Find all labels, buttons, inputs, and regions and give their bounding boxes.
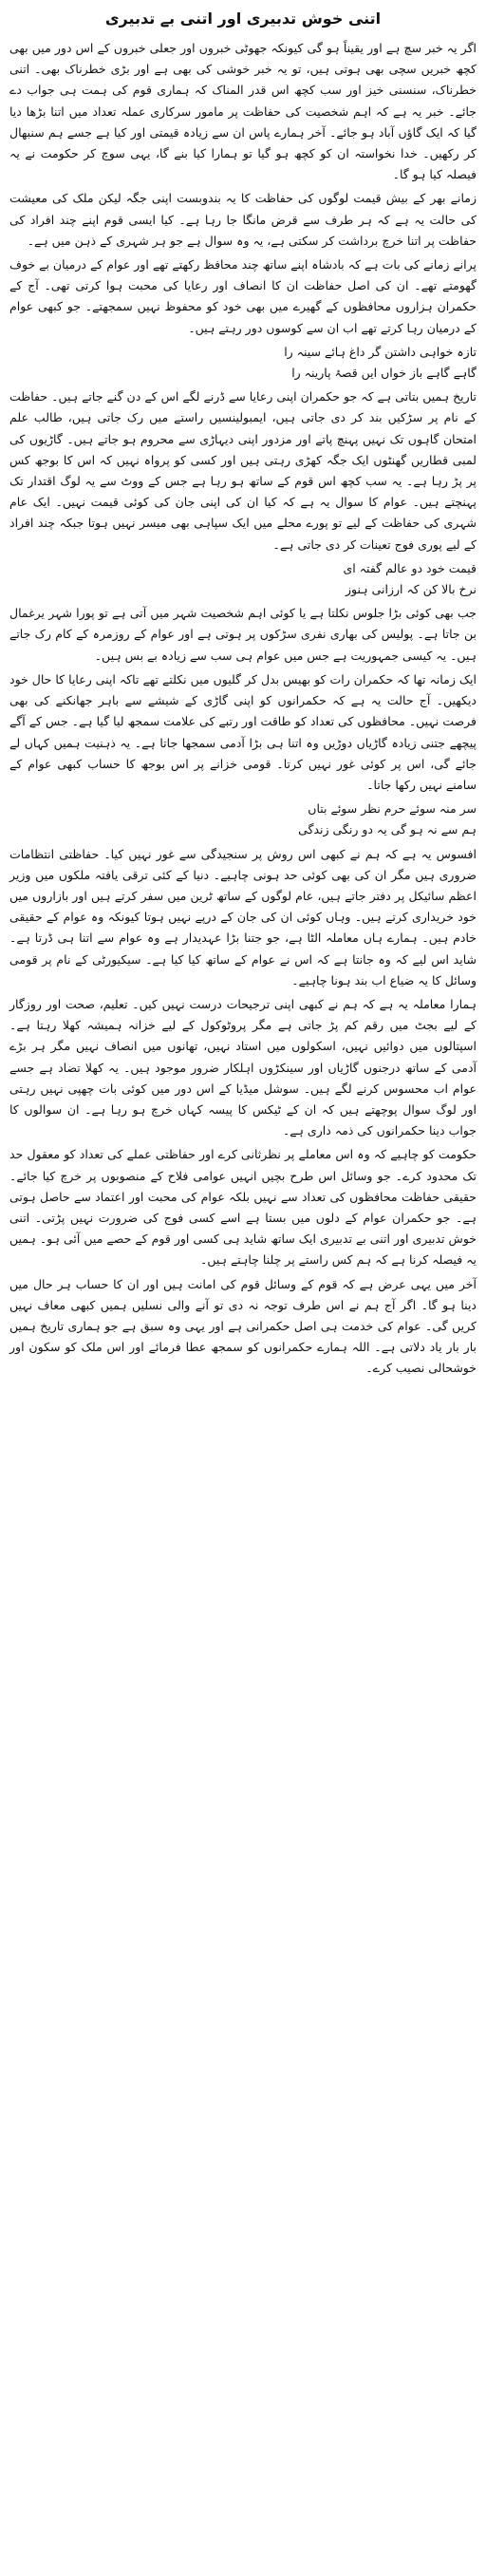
article-paragraph: اگر یہ خبر سچ ہے اور یقیناً ہو گی کیونکہ جھوٹی خبروں اور جعلی خبروں کے اس دور میں بھی کچھ خبریں سچی بھی ہوتی ہیں، تو یہ خبر خوشی کی بھی ہے اور بڑی خطرناک بھی۔ اتنی خطرناک، سنسنی خیز اور سب کچھ اس قدر المناک کہ ہماری قوم کی ہمت ہی جواب دے جائے۔ خبر یہ ہے کہ اہم شخصیت کی حفاظت پر مامور سرکاری عملہ تعداد میں اتنا بڑھا دیا گیا کہ ایک گاؤں آباد ہو جائے۔ آخر ہمارے پاس ان سے زیادہ قیمتی اور کیا ہے جسے ہم سنبھال کر رکھیں۔ خدا نخواستہ ان کو کچھ ہو گیا تو ہمارا کیا بنے گا، یہی سوچ کر حکومت نے یہ فیصلہ کیا ہو گا۔ bbox=[9, 41, 477, 182]
poetry-line: ہم سے نہ ہو گی یہ دو رنگی زندگی bbox=[298, 822, 477, 837]
poetry-line: نرخ بالا کن کہ ارزانی ہنوز bbox=[346, 582, 477, 597]
poetry-line: تازہ خواہی داشتن گر داغ ہائے سینہ را bbox=[284, 344, 477, 359]
poetry-line: گاہے گاہے باز خواں ایں قصۂ پارینہ را bbox=[291, 366, 477, 381]
article-paragraph: تاریخ ہمیں بتاتی ہے کہ جو حکمران اپنی رعایا سے ڈرنے لگے اس کے دن گنے جاتے ہیں۔ حفاظت کے نام پر سڑکیں بند کر دی جاتی ہیں، ایمبولینسیں راستے میں رک جاتی ہیں، طالب علم امتحان گاہوں تک نہیں پہنچ پاتے اور مزدور اپنی دیہاڑی سے محروم ہو جاتے ہیں۔ گاڑیوں کی لمبی قطاریں گھنٹوں ایک جگہ کھڑی رہتی ہیں اور کسی کو پرواہ نہیں کہ اس کا بوجھ کس پر پڑ رہا ہے۔ یہ سب کچھ اس قوم کے ساتھ ہو رہا ہے جس کے ووٹ سے یہ لوگ اقتدار تک پہنچتے ہیں۔ عوام کا سوال یہ ہے کہ کیا ان کی اپنی جان کی کوئی قیمت نہیں۔ ایک عام شہری کی حفاظت کے لیے تو پورے محلے میں ایک سپاہی بھی میسر نہیں ہوتا جبکہ چند افراد کے لیے پوری فوج تعینات کر دی جاتی ہے۔ bbox=[9, 389, 477, 552]
article-paragraph: پرانے زمانے کی بات ہے کہ بادشاہ اپنے ساتھ چند محافظ رکھتے تھے اور عوام کے درمیان بے خوف گھومتے تھے۔ ان کی اصل حفاظت ان کا انصاف اور رعایا کی محبت ہوا کرتی تھی۔ آج کے حکمران ہزاروں محافظوں کے گھیرے میں بھی خود کو محفوظ نہیں سمجھتے۔ جو کبھی عوام کے درمیان رہا کرتے تھے اب ان سے کوسوں دور رہتے ہیں۔ bbox=[9, 257, 477, 335]
article-paragraph: زمانے بھر کے بیش قیمت لوگوں کی حفاظت کا یہ بندوبست اپنی جگہ لیکن ملک کی معیشت کی حالت یہ ہے کہ ہر طرف سے قرض مانگا جا رہا ہے۔ کیا ایسی قوم اپنے چند افراد کی حفاظت پر اتنا خرچ برداشت کر سکتی ہے، یہ وہ سوال ہے جو ہر شہری کے ذہن میں ہے۔ bbox=[9, 191, 477, 248]
poetry-couplet bbox=[9, 342, 477, 384]
article-paragraph: ایک زمانہ تھا کہ حکمران رات کو بھیس بدل کر گلیوں میں نکلتے تھے تاکہ اپنی رعایا کا حال خود دیکھیں۔ آج حالت یہ ہے کہ حکمرانوں کو اپنی گاڑی کے شیشے سے باہر جھانکنے کی بھی فرصت نہیں۔ محافظوں کی تعداد کو طاقت اور رتبے کی علامت سمجھ لیا گیا ہے۔ جس کے آگے پیچھے جتنی زیادہ گاڑیاں دوڑیں وہ اتنا ہی بڑا آدمی سمجھا جاتا ہے۔ یہ ذہنیت ہمیں کہاں لے جائے گی، اس پر کوئی غور نہیں کرتا۔ قومی خزانے پر اس بوجھ کا حساب کبھی عوام کے سامنے نہیں رکھا جاتا۔ bbox=[9, 671, 477, 792]
poetry-line: سر منہ سوئے حرم نظر سوئے بتاں bbox=[308, 801, 477, 817]
article-paragraph: جب بھی کوئی بڑا جلوس نکلتا ہے یا کوئی اہم شخصیت شہر میں آتی ہے تو پورا شہر یرغمال بن جاتا ہے۔ پولیس کی بھاری نفری سڑکوں پر ہوتی ہے اور عوام کے روزمرہ کے کام رک جاتے ہیں۔ یہ کیسی جمہوریت ہے جس میں عوام ہی سب سے زیادہ بے بس ہیں۔ bbox=[9, 606, 477, 663]
poetry-couplet bbox=[9, 799, 477, 840]
article-paragraph: حکومت کو چاہیے کہ وہ اس معاملے پر نظرثانی کرے اور حفاظتی عملے کی تعداد کو معقول حد تک محدود کرے۔ جو وسائل اس طرح بچیں انہیں عوامی فلاح کے منصوبوں پر خرچ کیا جائے۔ حقیقی حفاظت محافظوں کی تعداد سے نہیں بلکہ عوام کی محبت اور اعتماد سے حاصل ہوتی ہے۔ جو حکمران عوام کے دلوں میں بستا ہے اسے کسی فوج کی ضرورت نہیں پڑتی۔ اتنی خوش تدبیری اور اتنی بے تدبیری ایک ساتھ شاید ہی کسی اور قوم کے حصے میں آئی ہو۔ ہمیں یہ فیصلہ کرنا ہے کہ ہم کس راستے پر چلنا چاہتے ہیں۔ bbox=[9, 1147, 477, 1268]
article-headline: اتنی خوش تدبیری اور اتنی بے تدبیری bbox=[104, 9, 382, 28]
poetry-line: قیمت خود دو عالم گفتہ ای bbox=[343, 560, 477, 575]
article-paragraph: افسوس یہ ہے کہ ہم نے کبھی اس روش پر سنجیدگی سے غور نہیں کیا۔ حفاظتی انتظامات ضروری ہیں مگر ان کی بھی کوئی حد ہونی چاہیے۔ دنیا کے کئی ترقی یافتہ ملکوں میں وزیر اعظم سائیکل پر دفتر جاتے ہیں، عام لوگوں کے ساتھ ٹرین میں سفر کرتے ہیں اور بازاروں میں خود خریداری کرتے ہیں۔ وہاں کوئی ان کی جان کے درپے نہیں ہوتا کیونکہ وہ عوام کے حقیقی خادم ہیں۔ ہمارے ہاں معاملہ الٹا ہے، جو جتنا بڑا عہدیدار ہے وہ عوام سے اتنا ہی ڈرتا ہے۔ شاید اس لیے کہ وہ جانتا ہے کہ اس نے عوام کے ساتھ کیا کیا ہے۔ سیکیورٹی کے نام پر قومی وسائل کا یہ ضیاع اب بند ہونا چاہیے۔ bbox=[9, 846, 477, 987]
poetry-couplet bbox=[9, 558, 477, 600]
article-paragraph: ہمارا معاملہ یہ ہے کہ ہم نے کبھی اپنی ترجیحات درست نہیں کیں۔ تعلیم، صحت اور روزگار کے لیے بجٹ میں رقم کم پڑ جاتی ہے مگر پروٹوکول کے لیے خزانہ ہمیشہ کھلا رہتا ہے۔ اسپتالوں میں دوائیں نہیں، اسکولوں میں استاد نہیں، تھانوں میں انصاف نہیں مگر ہر بڑے آدمی کے ساتھ درجنوں گاڑیاں اور سینکڑوں اہلکار ضرور موجود ہیں۔ یہ کھلا تضاد ہے جسے عوام اب محسوس کرنے لگے ہیں۔ سوشل میڈیا کے اس دور میں کوئی بات چھپی نہیں رہتی اور لوگ سوال پوچھتے ہیں کہ ان کے ٹیکس کا پیسہ کہاں خرچ ہو رہا ہے۔ ان سوالوں کا جواب دینا حکمرانوں کی ذمہ داری ہے۔ bbox=[9, 996, 477, 1138]
article-paragraph: آخر میں یہی عرض ہے کہ قوم کے وسائل قوم کی امانت ہیں اور ان کا حساب ہر حال میں دینا ہو گا۔ اگر آج ہم نے اس طرف توجہ نہ دی تو آنے والی نسلیں ہمیں کبھی معاف نہیں کریں گی۔ عوام کی خدمت ہی اصل حکمرانی ہے اور یہی وہ سبق ہے جو ہماری تاریخ ہمیں بار بار یاد دلاتی ہے۔ اللہ ہمارے حکمرانوں کو سمجھ عطا فرمائے اور اس ملک کو سکون اور خوشحالی نصیب کرے۔ bbox=[9, 1276, 477, 1376]
